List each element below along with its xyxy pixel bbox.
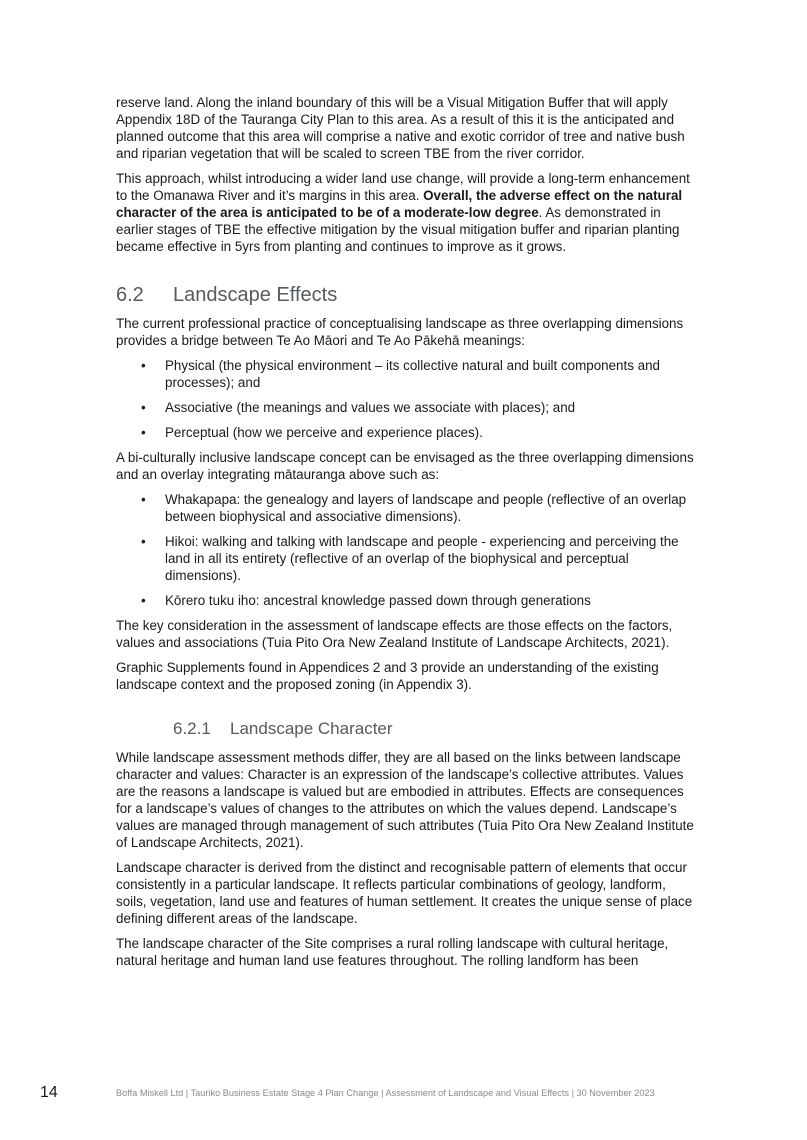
section-heading-6-2-1: [173, 719, 696, 739]
list-item: [116, 424, 696, 441]
section-title: Landscape Effects: [173, 284, 338, 306]
page-footer: [0, 1083, 807, 1103]
bullet: •: [141, 492, 146, 507]
section-number: 6.2: [116, 284, 144, 306]
intro-paragraph-2-end: . As demonstrated in earlier stages of TBE the effective mitigation by the visual mitigation buffer and riparian planting became effective in 5yrs from planting and continues to improve as it grows.: [116, 205, 680, 254]
bullet: •: [141, 425, 146, 440]
subsection-number: 6.2.1: [173, 719, 211, 738]
list-item-text: Perceptual (how we perceive and experience places).: [165, 425, 483, 440]
intro-paragraph-1: reserve land. Along the inland boundary of this will be a Visual Mitigation Buffer that will apply Appendix 18D of the Tauranga City Plan to this area. As a result of this it is the anticipated and planned outcome that this area will comprise a native and exotic corridor of tree and native bush and riparian vegetation that will be scaled to screen TBE from the river corridor.: [116, 95, 685, 161]
landscape-effects-paragraph-4: Graphic Supplements found in Appendices 2 and 3 provide an understanding of the existing landscape context and the proposed zoning (in Appendix 3).: [116, 660, 659, 692]
bicultural-concepts-list: [116, 491, 696, 609]
bullet: •: [141, 593, 146, 608]
intro-paragraph-2-start: This approach, whilst introducing a wider land use change, will provide a long-term enhancement to the Omanawa River and it’s margins in this area.: [116, 171, 690, 203]
landscape-effects-paragraph-3: The key consideration in the assessment of landscape effects are those effects on the factors, values and associations (Tuia Pito Ora New Zealand Institute of Landscape Architects, 2021).: [116, 618, 673, 650]
landscape-effects-paragraph-2: A bi-culturally inclusive landscape concept can be envisaged as the three overlapping dimensions and an overlay integrating mātauranga above such as:: [116, 450, 694, 482]
page-number: 14: [40, 1084, 58, 1101]
page-body: [116, 94, 696, 977]
list-item-text: Whakapapa: the genealogy and layers of landscape and people (reflective of an overlap between biophysical and associative dimensions).: [165, 492, 687, 524]
natural-character-conclusion: Overall, the adverse effect on the natural character of the area is anticipated to be of a moderate-low degree: [116, 188, 683, 220]
landscape-character-paragraph-1: While landscape assessment methods differ, they are all based on the links between landscape character and values: Character is an expression of the landscape’s collective attributes. Values are the reasons a landscape is valued but are embodied in attributes. Effects are consequences for a landscape’s values of changes to the attributes on which the values depend. Landscape’s values are managed through management of such attributes (Tuia Pito Ora New Zealand Institute of Landscape Architects, 2021).: [116, 750, 694, 850]
bullet: •: [141, 400, 146, 415]
list-item: [116, 491, 696, 525]
landscape-character-paragraph-2: Landscape character is derived from the distinct and recognisable pattern of elements that occur consistently in a particular landscape. It reflects particular combinations of geology, landform, soils, vegetation, land use and features of human settlement. It creates the unique sense of place defining different areas of the landscape.: [116, 860, 693, 926]
section-heading-6-2: [116, 283, 696, 307]
list-item: [116, 592, 696, 609]
list-item: [116, 533, 696, 584]
intro-paragraph-2: [116, 170, 696, 255]
dimensions-list: [116, 357, 696, 441]
footer-text: Boffa Miskell Ltd | Tauriko Business Estate Stage 4 Plan Change | Assessment of Landscape and Visual Effects | 30 November 2023: [116, 1088, 655, 1098]
landscape-character-paragraph-3: The landscape character of the Site comprises a rural rolling landscape with cultural heritage, natural heritage and human land use features throughout. The rolling landform has been: [116, 936, 669, 968]
landscape-effects-paragraph-1: The current professional practice of conceptualising landscape as three overlapping dimensions provides a bridge between Te Ao Māori and Te Ao Pākehā meanings:: [116, 316, 684, 348]
bullet: •: [141, 358, 146, 373]
list-item-text: Physical (the physical environment – its collective natural and built components and processes); and: [165, 358, 660, 390]
list-item-text: Associative (the meanings and values we associate with places); and: [165, 400, 576, 415]
list-item: [116, 399, 696, 416]
list-item-text: Kōrero tuku iho: ancestral knowledge passed down through generations: [165, 593, 591, 608]
list-item: [116, 357, 696, 391]
bullet: •: [141, 534, 146, 549]
subsection-title: Landscape Character: [230, 719, 393, 738]
list-item-text: Hikoi: walking and talking with landscape and people - experiencing and perceiving the land in all its entirety (reflective of an overlap of the biophysical and perceptual dimensions).: [165, 534, 679, 583]
